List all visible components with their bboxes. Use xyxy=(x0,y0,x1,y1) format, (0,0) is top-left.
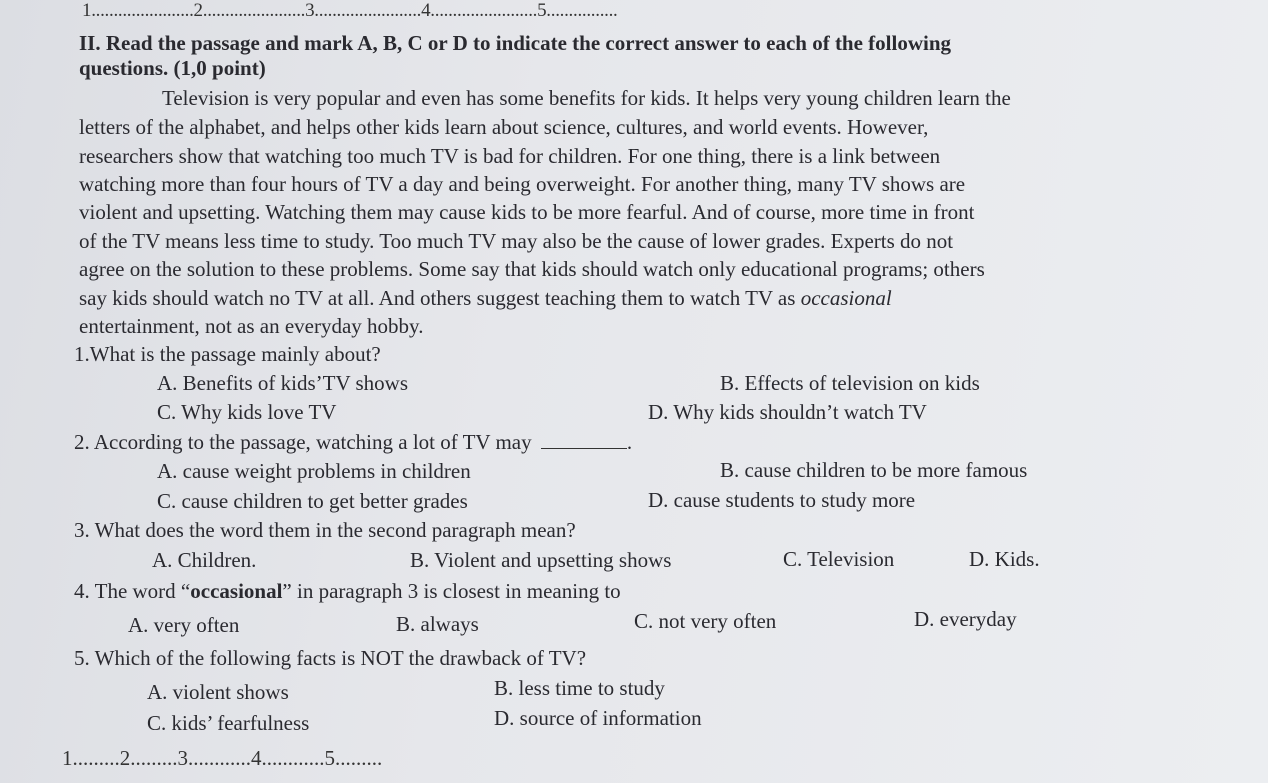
passage-line xyxy=(79,286,892,310)
option-c: C. kids’ fearfulness xyxy=(147,711,310,735)
passage-line: violent and upsetting. Watching them may cause kids to be more fearful. And of course, more time in front xyxy=(79,200,975,224)
question-stem: 3. What does the word them in the second paragraph mean? xyxy=(74,518,576,542)
heading-line-1: II. Read the passage and mark A, B, C or D to indicate the correct answer to each of the following xyxy=(79,31,952,55)
option-b: B. less time to study xyxy=(494,676,665,700)
passage-line: of the TV means less time to study. Too much TV may also be the cause of lower grades. Experts do not xyxy=(79,229,954,253)
option-a: A. Benefits of kids’TV shows xyxy=(157,371,409,395)
option-d: D. cause students to study more xyxy=(648,488,916,512)
option-a: A. violent shows xyxy=(147,680,289,704)
option-b: B. Effects of television on kids xyxy=(720,371,980,395)
answer-blank xyxy=(541,434,627,449)
question-stem-text: 2. According to the passage, watching a lot of TV may xyxy=(74,430,537,454)
option-d: D. everyday xyxy=(914,607,1017,631)
question-bold-word: occasional xyxy=(190,579,283,603)
question-stem: 1.What is the passage mainly about? xyxy=(74,342,381,366)
option-a: A. very often xyxy=(128,613,240,637)
option-d: D. Why kids shouldn’t watch TV xyxy=(648,400,927,424)
passage-line: agree on the solution to these problems. Some say that kids should watch only educational programs; others xyxy=(79,257,985,281)
passage-line: researchers show that watching too much TV is bad for children. For one thing, there is a link between xyxy=(79,144,941,168)
option-d: D. Kids. xyxy=(969,547,1040,571)
option-d: D. source of information xyxy=(494,706,702,730)
option-a: A. cause weight problems in children xyxy=(157,459,471,483)
question-stem: 5. Which of the following facts is NOT the drawback of TV? xyxy=(74,646,587,670)
passage-line: letters of the alphabet, and helps other kids learn about science, cultures, and world events. However, xyxy=(79,115,929,139)
option-c: C. Television xyxy=(783,547,895,571)
option-c: C. not very often xyxy=(634,609,777,633)
question-stem-text: 4. The word “ xyxy=(74,579,191,603)
passage-text: say kids should watch no TV at all. And others suggest teaching them to watch TV as xyxy=(79,286,801,310)
option-b: B. cause children to be more famous xyxy=(720,458,1028,482)
question-stem-end: . xyxy=(626,430,633,454)
bottom-answer-line: 1.........2.........3............4............5......... xyxy=(62,746,383,770)
top-answer-line: 1.......................2.......................3........................4........................5................ xyxy=(82,0,618,21)
option-c: C. Why kids love TV xyxy=(157,400,337,424)
heading-line-2: questions. (1,0 point) xyxy=(79,56,266,80)
passage-line: watching more than four hours of TV a day and being overweight. For another thing, many TV shows are xyxy=(79,172,966,196)
option-c: C. cause children to get better grades xyxy=(157,489,468,513)
passage-line: entertainment, not as an everyday hobby. xyxy=(79,314,424,338)
passage-italic-word: occasional xyxy=(800,286,892,310)
option-b: B. Violent and upsetting shows xyxy=(410,548,672,572)
option-a: A. Children. xyxy=(152,548,257,572)
passage-line: Television is very popular and even has some benefits for kids. It helps very young children learn the xyxy=(162,86,1011,110)
question-stem-end: ” in paragraph 3 is closest in meaning to xyxy=(282,579,621,603)
option-b: B. always xyxy=(396,612,479,636)
question-stem xyxy=(74,579,621,603)
question-stem xyxy=(74,430,632,454)
